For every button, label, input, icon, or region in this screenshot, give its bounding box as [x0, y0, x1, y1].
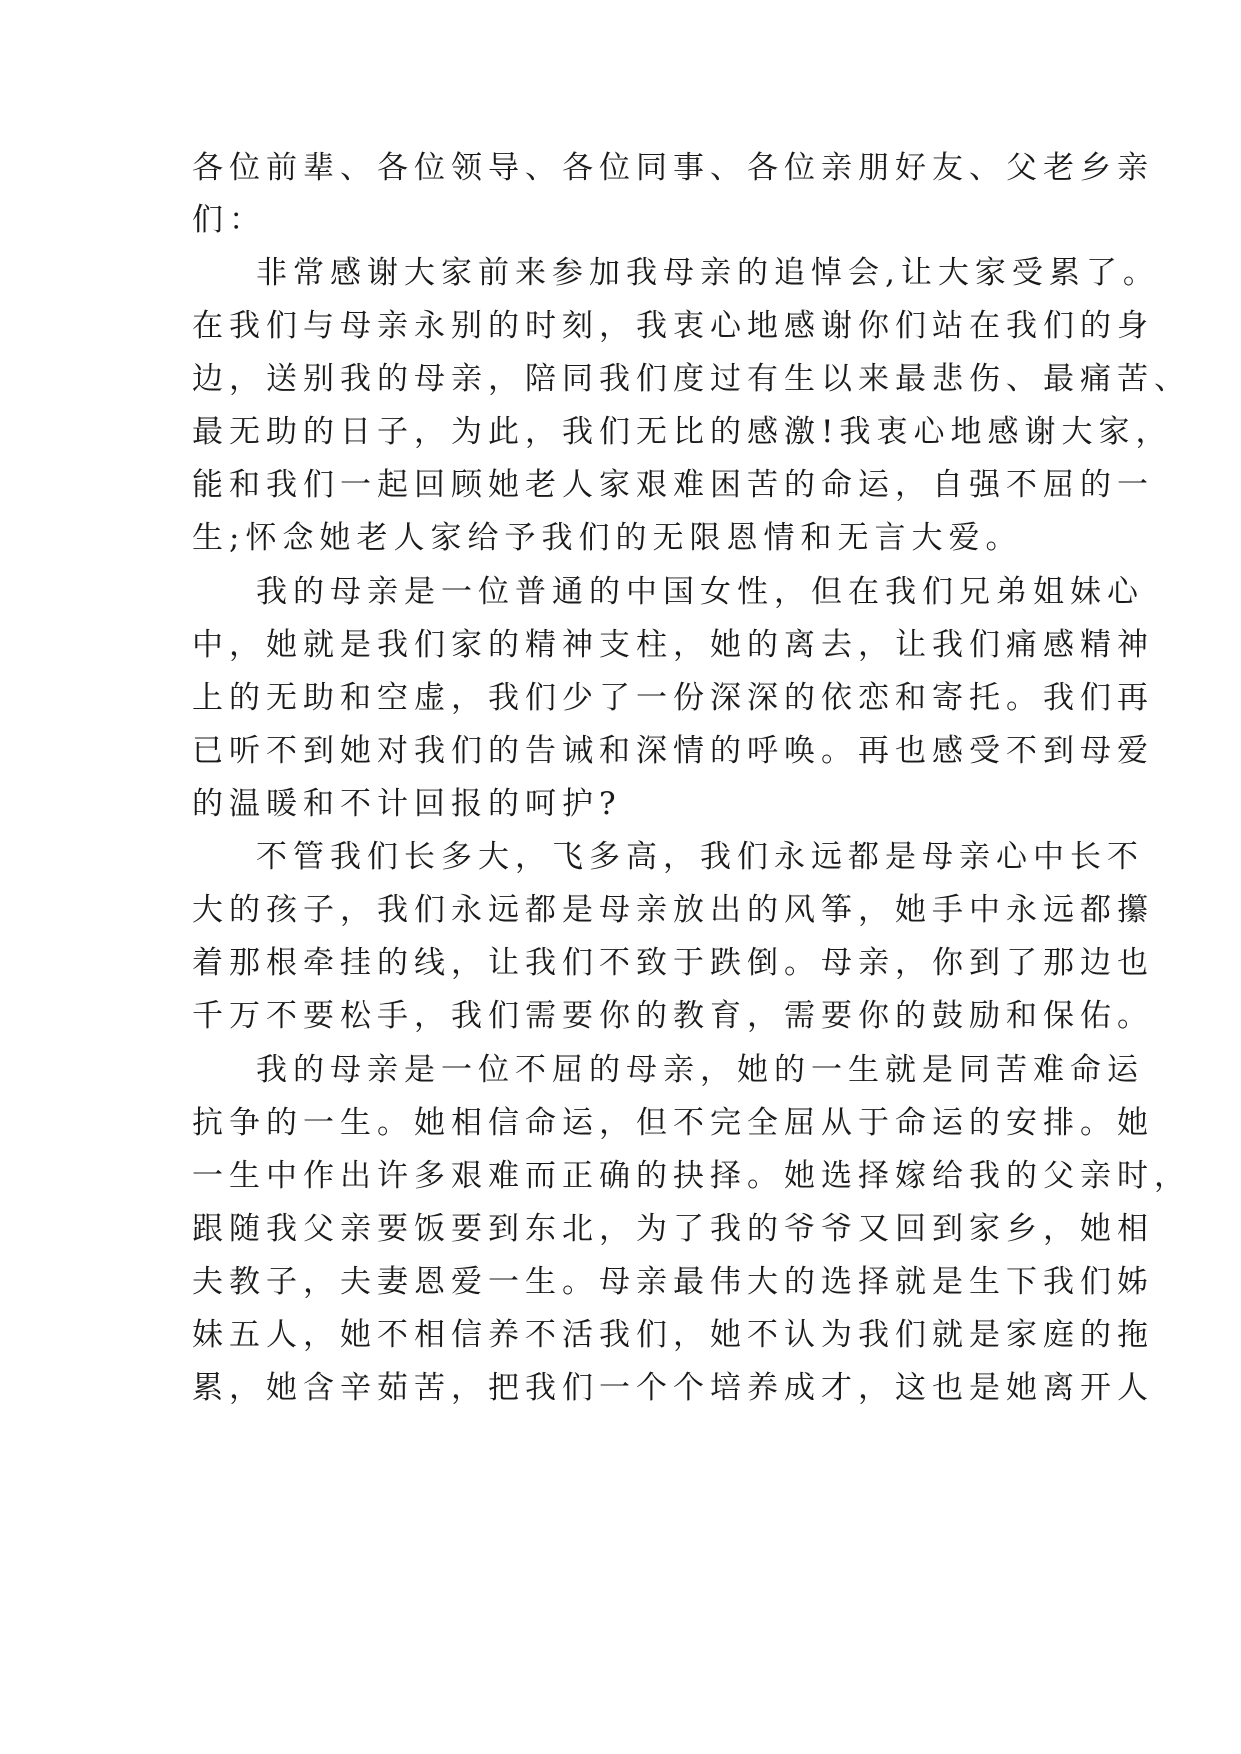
paragraph-first-line: 不管我们长多大，飞多高，我们永远都是母亲心中长不	[256, 839, 1144, 875]
text-line: 已听不到她对我们的告诫和深情的呼唤。再也感受不到母爱	[192, 733, 1154, 769]
text-line: 一生中作出许多艰难而正确的抉择。她选择嫁给我的父亲时，	[192, 1158, 1191, 1194]
text-line: 妹五人，她不相信养不活我们，她不认为我们就是家庭的拖	[192, 1317, 1154, 1353]
text-line: 最无助的日子，为此，我们无比的感激!我衷心地感谢大家，	[192, 414, 1173, 450]
text-line: 跟随我父亲要饭要到东北，为了我的爷爷又回到家乡，她相	[192, 1211, 1154, 1247]
text-line: 着那根牵挂的线，让我们不致于跌倒。母亲，你到了那边也	[192, 945, 1154, 981]
text-line: 能和我们一起回顾她老人家艰难困苦的命运，自强不屈的一	[192, 467, 1154, 503]
text-line: 们：	[192, 202, 266, 238]
text-line: 大的孩子，我们永远都是母亲放出的风筝，她手中永远都攥	[192, 892, 1154, 928]
text-line: 抗争的一生。她相信命运，但不完全屈从于命运的安排。她	[192, 1105, 1154, 1141]
text-line: 中，她就是我们家的精神支柱，她的离去，让我们痛感精神	[192, 627, 1154, 663]
text-line: 上的无助和空虚，我们少了一份深深的依恋和寄托。我们再	[192, 680, 1154, 716]
text-line: 夫教子，夫妻恩爱一生。母亲最伟大的选择就是生下我们姊	[192, 1264, 1154, 1300]
text-line: 千万不要松手，我们需要你的教育，需要你的鼓励和保佑。	[192, 998, 1154, 1034]
text-line: 边，送别我的母亲，陪同我们度过有生以来最悲伤、最痛苦、	[192, 361, 1191, 397]
paragraph-first-line: 非常感谢大家前来参加我母亲的追悼会,让大家受累了。	[256, 255, 1160, 291]
text-line: 累，她含辛茹苦，把我们一个个培养成才，这也是她离开人	[192, 1370, 1154, 1406]
text-line: 生;怀念她老人家给予我们的无限恩情和无言大爱。	[192, 520, 1023, 556]
paragraph-first-line: 我的母亲是一位普通的中国女性，但在我们兄弟姐妹心	[256, 574, 1144, 610]
text-line: 的温暖和不计回报的呵护?	[192, 786, 622, 822]
text-line: 各位前辈、各位领导、各位同事、各位亲朋好友、父老乡亲	[192, 150, 1154, 186]
paragraph-first-line: 我的母亲是一位不屈的母亲，她的一生就是同苦难命运	[256, 1052, 1144, 1088]
text-line: 在我们与母亲永别的时刻，我衷心地感谢你们站在我们的身	[192, 308, 1154, 344]
